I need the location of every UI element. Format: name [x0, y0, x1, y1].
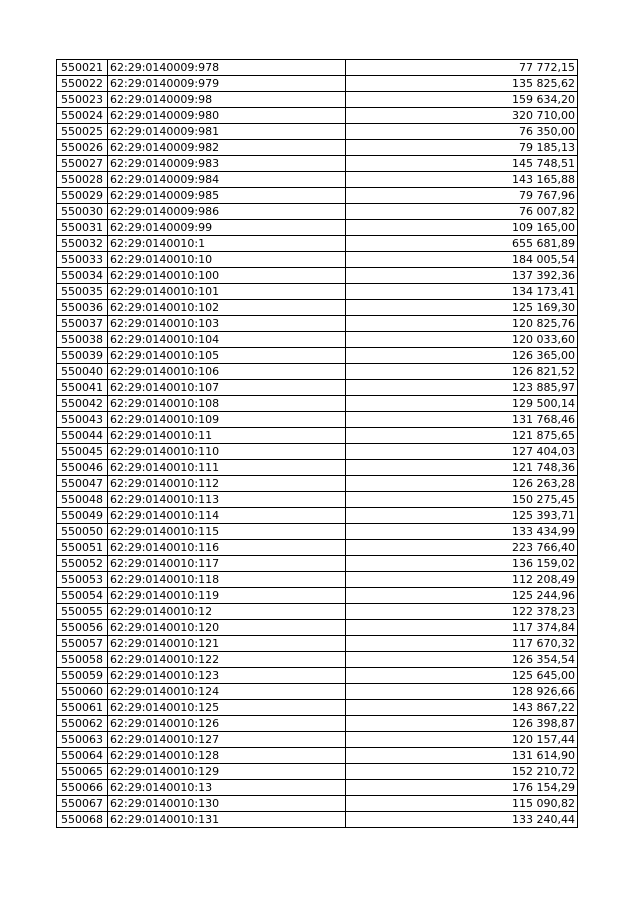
table-row	[57, 796, 578, 812]
row-number-cell: 550062	[57, 716, 108, 732]
table-row	[57, 492, 578, 508]
cadastral-value-cell: 112 208,49	[346, 572, 578, 588]
cadastral-value-cell: 152 210,72	[346, 764, 578, 780]
cadastral-number-cell: 62:29:0140010:120	[108, 620, 346, 636]
cadastral-number-cell: 62:29:0140010:108	[108, 396, 346, 412]
row-number-cell: 550038	[57, 332, 108, 348]
row-number-cell: 550047	[57, 476, 108, 492]
row-number-cell: 550049	[57, 508, 108, 524]
row-number-cell: 550059	[57, 668, 108, 684]
row-number-cell: 550023	[57, 92, 108, 108]
cadastral-number-cell: 62:29:0140010:113	[108, 492, 346, 508]
cadastral-value-cell: 123 885,97	[346, 380, 578, 396]
table-row	[57, 188, 578, 204]
cadastral-number-cell: 62:29:0140010:104	[108, 332, 346, 348]
table-row	[57, 668, 578, 684]
cadastral-number-cell: 62:29:0140009:978	[108, 60, 346, 76]
row-number-cell: 550064	[57, 748, 108, 764]
row-number-cell: 550041	[57, 380, 108, 396]
cadastral-number-cell: 62:29:0140010:121	[108, 636, 346, 652]
cadastral-value-cell: 137 392,36	[346, 268, 578, 284]
table-row	[57, 460, 578, 476]
row-number-cell: 550036	[57, 300, 108, 316]
table-row	[57, 412, 578, 428]
cadastral-value-cell: 79 767,96	[346, 188, 578, 204]
cadastral-number-cell: 62:29:0140010:10	[108, 252, 346, 268]
cadastral-value-cell: 320 710,00	[346, 108, 578, 124]
cadastral-number-cell: 62:29:0140010:101	[108, 284, 346, 300]
table-row	[57, 684, 578, 700]
row-number-cell: 550050	[57, 524, 108, 540]
row-number-cell: 550042	[57, 396, 108, 412]
row-number-cell: 550034	[57, 268, 108, 284]
cadastral-number-cell: 62:29:0140010:11	[108, 428, 346, 444]
cadastral-value-cell: 143 165,88	[346, 172, 578, 188]
cadastral-number-cell: 62:29:0140010:116	[108, 540, 346, 556]
cadastral-value-cell: 133 434,99	[346, 524, 578, 540]
cadastral-value-cell: 131 768,46	[346, 412, 578, 428]
cadastral-value-cell: 125 244,96	[346, 588, 578, 604]
cadastral-value-cell: 79 185,13	[346, 140, 578, 156]
cadastral-value-cell: 223 766,40	[346, 540, 578, 556]
row-number-cell: 550068	[57, 812, 108, 828]
row-number-cell: 550066	[57, 780, 108, 796]
cadastral-number-cell: 62:29:0140010:114	[108, 508, 346, 524]
table-row	[57, 124, 578, 140]
cadastral-value-cell: 77 772,15	[346, 60, 578, 76]
row-number-cell: 550044	[57, 428, 108, 444]
cadastral-value-cell: 134 173,41	[346, 284, 578, 300]
table-row	[57, 60, 578, 76]
cadastral-number-cell: 62:29:0140010:13	[108, 780, 346, 796]
table-row	[57, 316, 578, 332]
table-row	[57, 348, 578, 364]
cadastral-value-cell: 125 645,00	[346, 668, 578, 684]
cadastral-value-cell: 120 825,76	[346, 316, 578, 332]
row-number-cell: 550065	[57, 764, 108, 780]
cadastral-number-cell: 62:29:0140010:123	[108, 668, 346, 684]
table-row	[57, 716, 578, 732]
table-row	[57, 636, 578, 652]
cadastral-number-cell: 62:29:0140010:124	[108, 684, 346, 700]
table-row	[57, 780, 578, 796]
table-row	[57, 732, 578, 748]
cadastral-value-cell: 127 404,03	[346, 444, 578, 460]
cadastral-value-cell: 125 393,71	[346, 508, 578, 524]
cadastral-number-cell: 62:29:0140010:109	[108, 412, 346, 428]
row-number-cell: 550051	[57, 540, 108, 556]
table-row	[57, 364, 578, 380]
cadastral-number-cell: 62:29:0140010:100	[108, 268, 346, 284]
cadastral-value-cell: 76 007,82	[346, 204, 578, 220]
cadastral-number-cell: 62:29:0140010:129	[108, 764, 346, 780]
row-number-cell: 550058	[57, 652, 108, 668]
cadastral-number-cell: 62:29:0140010:115	[108, 524, 346, 540]
cadastral-value-cell: 126 398,87	[346, 716, 578, 732]
cadastral-number-cell: 62:29:0140010:130	[108, 796, 346, 812]
cadastral-number-cell: 62:29:0140010:110	[108, 444, 346, 460]
cadastral-value-cell: 115 090,82	[346, 796, 578, 812]
table-row	[57, 588, 578, 604]
table-row	[57, 76, 578, 92]
table-body	[57, 60, 578, 828]
cadastral-number-cell: 62:29:0140010:122	[108, 652, 346, 668]
row-number-cell: 550055	[57, 604, 108, 620]
cadastral-value-cell: 126 354,54	[346, 652, 578, 668]
row-number-cell: 550040	[57, 364, 108, 380]
row-number-cell: 550043	[57, 412, 108, 428]
cadastral-value-cell: 159 634,20	[346, 92, 578, 108]
cadastral-value-cell: 143 867,22	[346, 700, 578, 716]
cadastral-number-cell: 62:29:0140010:102	[108, 300, 346, 316]
table-row	[57, 524, 578, 540]
table-row	[57, 332, 578, 348]
row-number-cell: 550054	[57, 588, 108, 604]
row-number-cell: 550063	[57, 732, 108, 748]
table-row	[57, 108, 578, 124]
table-row	[57, 604, 578, 620]
cadastral-number-cell: 62:29:0140010:127	[108, 732, 346, 748]
row-number-cell: 550052	[57, 556, 108, 572]
table-row	[57, 764, 578, 780]
cadastral-number-cell: 62:29:0140009:983	[108, 156, 346, 172]
table-row	[57, 700, 578, 716]
row-number-cell: 550056	[57, 620, 108, 636]
cadastral-number-cell: 62:29:0140010:106	[108, 364, 346, 380]
table-row	[57, 300, 578, 316]
cadastral-number-cell: 62:29:0140010:105	[108, 348, 346, 364]
table-row	[57, 572, 578, 588]
row-number-cell: 550053	[57, 572, 108, 588]
cadastral-value-cell: 131 614,90	[346, 748, 578, 764]
row-number-cell: 550061	[57, 700, 108, 716]
cadastral-value-cell: 117 670,32	[346, 636, 578, 652]
cadastral-value-cell: 120 033,60	[346, 332, 578, 348]
cadastral-value-cell: 150 275,45	[346, 492, 578, 508]
table-row	[57, 204, 578, 220]
row-number-cell: 550045	[57, 444, 108, 460]
table-row	[57, 92, 578, 108]
cadastral-number-cell: 62:29:0140010:128	[108, 748, 346, 764]
row-number-cell: 550060	[57, 684, 108, 700]
table-row	[57, 396, 578, 412]
cadastral-number-cell: 62:29:0140009:979	[108, 76, 346, 92]
cadastral-value-cell: 122 378,23	[346, 604, 578, 620]
table-row	[57, 156, 578, 172]
row-number-cell: 550067	[57, 796, 108, 812]
row-number-cell: 550032	[57, 236, 108, 252]
cadastral-number-cell: 62:29:0140009:984	[108, 172, 346, 188]
table-row	[57, 652, 578, 668]
cadastral-number-cell: 62:29:0140010:118	[108, 572, 346, 588]
cadastral-number-cell: 62:29:0140009:99	[108, 220, 346, 236]
row-number-cell: 550029	[57, 188, 108, 204]
cadastral-number-cell: 62:29:0140010:103	[108, 316, 346, 332]
cadastral-number-cell: 62:29:0140009:980	[108, 108, 346, 124]
cadastral-number-cell: 62:29:0140010:111	[108, 460, 346, 476]
table-row	[57, 252, 578, 268]
table-row	[57, 172, 578, 188]
table-row	[57, 812, 578, 828]
row-number-cell: 550046	[57, 460, 108, 476]
row-number-cell: 550048	[57, 492, 108, 508]
cadastral-number-cell: 62:29:0140009:98	[108, 92, 346, 108]
cadastral-number-cell: 62:29:0140010:107	[108, 380, 346, 396]
cadastral-value-cell: 129 500,14	[346, 396, 578, 412]
table-row	[57, 284, 578, 300]
table-row	[57, 236, 578, 252]
cadastral-value-cell: 184 005,54	[346, 252, 578, 268]
cadastral-number-cell: 62:29:0140010:112	[108, 476, 346, 492]
cadastral-number-cell: 62:29:0140010:1	[108, 236, 346, 252]
row-number-cell: 550031	[57, 220, 108, 236]
cadastral-value-cell: 126 365,00	[346, 348, 578, 364]
row-number-cell: 550037	[57, 316, 108, 332]
table-row	[57, 748, 578, 764]
cadastral-value-cell: 128 926,66	[346, 684, 578, 700]
cadastral-value-cell: 126 821,52	[346, 364, 578, 380]
cadastral-value-table	[56, 59, 578, 828]
row-number-cell: 550033	[57, 252, 108, 268]
cadastral-value-cell: 145 748,51	[346, 156, 578, 172]
cadastral-value-cell: 76 350,00	[346, 124, 578, 140]
cadastral-value-cell: 126 263,28	[346, 476, 578, 492]
table-row	[57, 380, 578, 396]
cadastral-value-cell: 655 681,89	[346, 236, 578, 252]
row-number-cell: 550057	[57, 636, 108, 652]
cadastral-number-cell: 62:29:0140010:117	[108, 556, 346, 572]
table-row	[57, 428, 578, 444]
row-number-cell: 550026	[57, 140, 108, 156]
table-row	[57, 476, 578, 492]
row-number-cell: 550027	[57, 156, 108, 172]
cadastral-number-cell: 62:29:0140010:126	[108, 716, 346, 732]
cadastral-number-cell: 62:29:0140010:125	[108, 700, 346, 716]
table-row	[57, 268, 578, 284]
cadastral-value-cell: 135 825,62	[346, 76, 578, 92]
cadastral-value-cell: 133 240,44	[346, 812, 578, 828]
cadastral-number-cell: 62:29:0140009:981	[108, 124, 346, 140]
cadastral-number-cell: 62:29:0140009:986	[108, 204, 346, 220]
table-row	[57, 140, 578, 156]
cadastral-value-cell: 121 748,36	[346, 460, 578, 476]
row-number-cell: 550028	[57, 172, 108, 188]
cadastral-value-cell: 125 169,30	[346, 300, 578, 316]
table-row	[57, 444, 578, 460]
row-number-cell: 550039	[57, 348, 108, 364]
table-row	[57, 220, 578, 236]
table-row	[57, 556, 578, 572]
cadastral-number-cell: 62:29:0140010:131	[108, 812, 346, 828]
cadastral-number-cell: 62:29:0140009:982	[108, 140, 346, 156]
cadastral-value-cell: 136 159,02	[346, 556, 578, 572]
cadastral-value-cell: 109 165,00	[346, 220, 578, 236]
table-row	[57, 540, 578, 556]
cadastral-value-cell: 117 374,84	[346, 620, 578, 636]
table-row	[57, 508, 578, 524]
table-row	[57, 620, 578, 636]
cadastral-value-cell: 120 157,44	[346, 732, 578, 748]
row-number-cell: 550022	[57, 76, 108, 92]
cadastral-value-cell: 176 154,29	[346, 780, 578, 796]
cadastral-number-cell: 62:29:0140009:985	[108, 188, 346, 204]
row-number-cell: 550030	[57, 204, 108, 220]
cadastral-number-cell: 62:29:0140010:12	[108, 604, 346, 620]
cadastral-value-cell: 121 875,65	[346, 428, 578, 444]
row-number-cell: 550021	[57, 60, 108, 76]
row-number-cell: 550025	[57, 124, 108, 140]
row-number-cell: 550024	[57, 108, 108, 124]
cadastral-number-cell: 62:29:0140010:119	[108, 588, 346, 604]
row-number-cell: 550035	[57, 284, 108, 300]
